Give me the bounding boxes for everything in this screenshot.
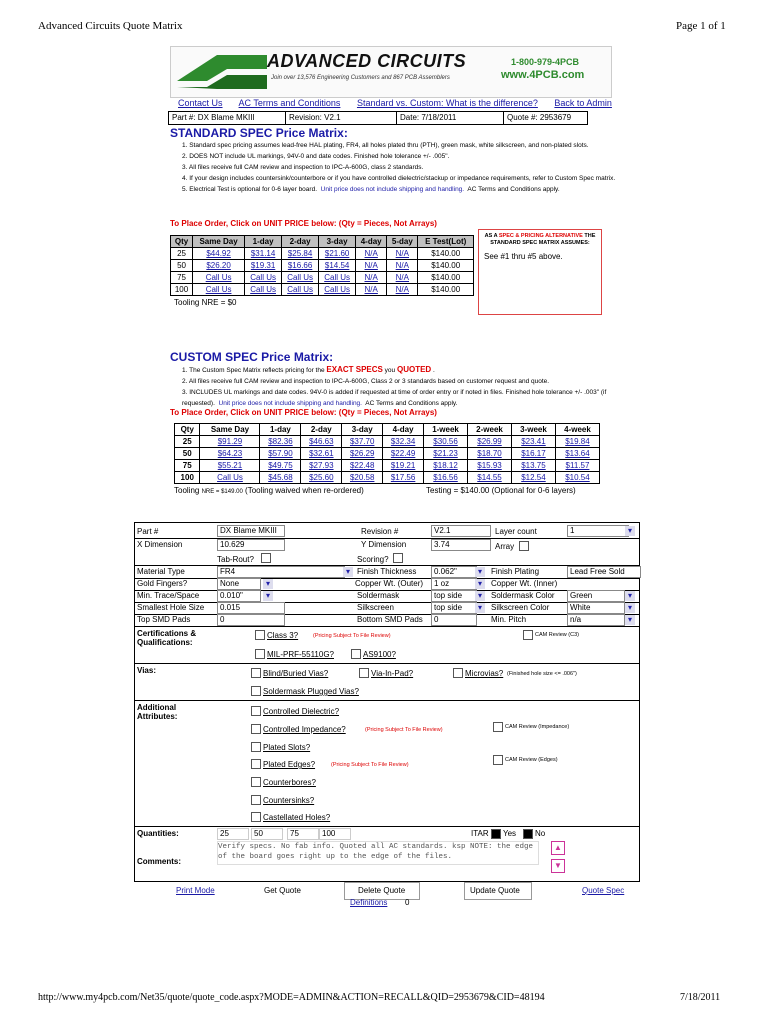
update-quote-button[interactable]: Update Quote (470, 886, 520, 895)
std-note-3: 3. All files receive full CAM review and inspection to IPC-A-600G, class 2 standards. (182, 164, 424, 171)
plated-edges-checkbox[interactable] (251, 759, 261, 769)
impedance-note: (Pricing Subject To File Review) (365, 727, 443, 733)
plated-edges-label[interactable]: Plated Edges? (263, 760, 316, 769)
blind-vias-checkbox[interactable] (251, 668, 261, 678)
standard-order-instructions: To Place Order, Click on UNIT PRICE below: (Qty = Pieces, Not Arrays) (170, 219, 437, 228)
chevron-down-icon[interactable]: ▾ (625, 603, 635, 613)
itar-yes-radio[interactable] (491, 829, 501, 839)
info-part: Part #: DX Blame MKIII (169, 112, 286, 124)
price-link[interactable]: N/A (387, 260, 418, 272)
brand-phone: 1-800-979-4PCB (511, 57, 580, 67)
std-note-5: 5. Electrical Test is optional for 0-6 layer board. (182, 186, 318, 193)
x-dimension-input[interactable]: 10.629 (217, 539, 285, 551)
x-dimension-label: X Dimension (137, 540, 183, 549)
price-link[interactable]: $19.31 (245, 260, 282, 272)
price-link[interactable]: $20.58 (342, 472, 383, 484)
cam-review-impedance-checkbox[interactable] (493, 722, 503, 732)
col-header: 4-day (383, 424, 424, 436)
soldermask-select[interactable]: top side (431, 590, 477, 602)
price-link[interactable]: $11.57 (555, 460, 599, 472)
standard-tooling: Tooling NRE = $0 (174, 298, 237, 307)
copper-outer-select[interactable]: 1 oz (431, 578, 477, 590)
brand-tagline: Join over 13,576 Engineering Customers and 867 PCB Assemblers (271, 75, 450, 81)
scroll-down-icon[interactable]: ▼ (551, 859, 565, 873)
price-link[interactable]: $23.41 (511, 436, 555, 448)
castellated-checkbox[interactable] (251, 812, 261, 822)
finish-plating-select[interactable]: Lead Free Sold (567, 566, 641, 578)
finish-thickness-select[interactable]: 0.062" (431, 566, 477, 578)
revision-label: Revision # (361, 527, 399, 536)
price-link[interactable]: N/A (387, 272, 418, 284)
contact-us-link[interactable]: Contact Us (178, 98, 223, 108)
footer-date: 7/18/2011 (680, 992, 721, 1003)
table-row (171, 260, 474, 272)
qty-cell: 100 (171, 284, 193, 296)
chevron-down-icon[interactable]: ▾ (343, 567, 353, 577)
info-date: Date: 7/18/2011 (397, 112, 504, 124)
price-link[interactable]: Call Us (282, 284, 319, 296)
col-header: 4-day (356, 236, 387, 248)
cam-review-edges-checkbox[interactable] (493, 755, 503, 765)
scoring-checkbox[interactable] (393, 553, 403, 563)
price-link[interactable]: $32.34 (383, 436, 424, 448)
silkscreen-color-select[interactable]: White (567, 602, 625, 614)
impedance-label[interactable]: Controlled Impedance? (263, 725, 346, 734)
price-link[interactable]: $16.56 (424, 472, 468, 484)
custom-note-exact-specs: EXACT SPECS (326, 365, 383, 374)
definitions-count: 0 (405, 898, 410, 907)
material-type-label: Material Type (137, 567, 185, 576)
custom-notes: 1. The Custom Spec Matrix reflects pricing for the EXACT SPECS you QUOTED . 2. All files receive full CAM review and inspection to IPC-A-600G, Class 2 or 3 standards based on customer request and quote. 3. INCLUDES UL markings and date codes. 94V-0 is added if requested at time of order entry or if noted in files. Finished hole tolerance +/- .003" (if requested). Unit price does not include shipping and handling. AC Terms and Conditions apply. (182, 364, 622, 409)
price-link[interactable]: Call Us (193, 272, 245, 284)
quantities-label: Quantities: (137, 829, 179, 838)
layer-count-label: Layer count (495, 527, 537, 536)
as9100-label[interactable]: AS9100? (363, 650, 396, 659)
y-dimension-input[interactable]: 3.74 (431, 539, 491, 551)
col-header: E Test(Lot) (418, 236, 474, 248)
price-link[interactable]: $27.93 (301, 460, 342, 472)
delete-quote-button[interactable]: Delete Quote (358, 886, 406, 895)
price-link[interactable]: $32.61 (301, 448, 342, 460)
col-header: Same Day (200, 424, 260, 436)
std-note-1: 1. Standard spec pricing assumes lead-free HAL plating, FR4, all holes plated thru (PTH), green mask, white silkscreen, and non-plated slots. (182, 142, 589, 149)
soldermask-color-label: Soldermask Color (491, 591, 555, 600)
col-header: 4-week (555, 424, 599, 436)
qty-cell: 100 (175, 472, 200, 484)
qty-cell: 75 (175, 460, 200, 472)
col-header: 5-day (387, 236, 418, 248)
spec-alternative-box (478, 229, 602, 315)
silkscreen-label: Silkscreen (357, 603, 394, 612)
price-link[interactable]: $57.90 (260, 448, 301, 460)
col-header: 2-day (301, 424, 342, 436)
cam-review-impedance-label: CAM Review (Impedance) (505, 724, 570, 730)
quote-info-row (168, 111, 588, 125)
col-header: 1-week (424, 424, 468, 436)
itar-no-radio[interactable] (523, 829, 533, 839)
price-link[interactable]: Call Us (319, 272, 356, 284)
custom-price-table (174, 423, 600, 484)
finish-thickness-label: Finish Thickness (357, 567, 417, 576)
price-link[interactable]: $21.23 (424, 448, 468, 460)
price-link[interactable]: $46.63 (301, 436, 342, 448)
etest-cell: $140.00 (418, 248, 474, 260)
gold-fingers-label: Gold Fingers? (137, 579, 188, 588)
table-header-row (175, 424, 600, 436)
banner (170, 46, 612, 98)
col-header: Qty (171, 236, 193, 248)
array-label: Array (495, 542, 515, 551)
vias-label: Vias: (137, 666, 156, 675)
footer-url: http://www.my4pcb.com/Net35/quote/quote_code.aspx?MODE=ADMIN&ACTION=RECALL&QID=2953679&CID=48194 (38, 992, 545, 1003)
std-shipping-note: Unit price does not include shipping and handling. (320, 186, 465, 193)
min-trace-space-label: Min. Trace/Space (137, 591, 200, 600)
custom-shipping-note: Unit price does not include shipping and handling. (218, 400, 362, 407)
as9100-checkbox[interactable] (351, 649, 361, 659)
ac-logo-icon (177, 51, 267, 93)
col-header: 3-day (342, 424, 383, 436)
custom-note-quoted: QUOTED (396, 365, 432, 374)
smallest-hole-input[interactable]: 0.015 (217, 602, 285, 614)
col-header: 2-week (468, 424, 512, 436)
brand-web: www.4PCB.com (501, 69, 585, 81)
standard-price-table (170, 235, 474, 296)
price-link[interactable]: $82.36 (260, 436, 301, 448)
page-header-title: Advanced Circuits Quote Matrix (38, 20, 183, 32)
custom-terms-note: AC Terms and Conditions apply. (365, 400, 458, 407)
price-link[interactable]: $44.92 (193, 248, 245, 260)
impedance-checkbox[interactable] (251, 724, 261, 734)
copper-outer-label: Copper Wt. (Outer) (355, 579, 424, 588)
part-input[interactable]: DX Blame MKIII (217, 525, 285, 537)
plated-slots-checkbox[interactable] (251, 742, 261, 752)
price-link[interactable]: $16.17 (511, 448, 555, 460)
quote-spec-form (134, 522, 640, 882)
brand-name: ADVANCED CIRCUITS (267, 51, 467, 71)
price-link[interactable]: $26.99 (468, 436, 512, 448)
castellated-label[interactable]: Castellated Holes? (263, 813, 331, 822)
quantity-input-4[interactable]: 100 (319, 828, 351, 840)
price-link[interactable]: N/A (356, 260, 387, 272)
min-pitch-select[interactable]: n/a (567, 614, 625, 626)
price-link[interactable]: N/A (387, 248, 418, 260)
itar-label: ITAR (471, 829, 489, 838)
chevron-down-icon[interactable]: ▾ (475, 603, 485, 613)
custom-nre: NRE = $149.00 (201, 489, 243, 495)
price-link[interactable]: Call Us (245, 284, 282, 296)
cam-review-c3-label: CAM Review (C3) (535, 632, 580, 638)
price-link[interactable]: $13.64 (555, 448, 599, 460)
alt-body: See #1 thru #5 above. (484, 252, 563, 261)
microvias-note: (Finished hole size <= .006") (507, 671, 577, 677)
soldermask-color-select[interactable]: Green (567, 590, 625, 602)
part-label: Part # (137, 527, 159, 536)
itar-no-label: No (535, 829, 546, 838)
array-checkbox[interactable] (519, 541, 529, 551)
price-link[interactable]: $25.84 (282, 248, 319, 260)
col-header: 3-week (511, 424, 555, 436)
price-link[interactable]: N/A (387, 284, 418, 296)
additional-attributes-label: Additional Attributes: (137, 703, 178, 721)
definitions-link[interactable]: Definitions (350, 898, 388, 907)
qty-cell: 25 (175, 436, 200, 448)
col-header: 1-day (245, 236, 282, 248)
price-link[interactable]: N/A (356, 272, 387, 284)
col-header: Same Day (193, 236, 245, 248)
material-type-select[interactable]: FR4 (217, 566, 345, 578)
chevron-down-icon[interactable]: ▾ (625, 526, 635, 536)
top-smd-input[interactable]: 0 (217, 614, 285, 626)
quote-spec-link[interactable]: Quote Spec (582, 886, 625, 895)
price-link[interactable]: $37.70 (342, 436, 383, 448)
custom-note-you: you (384, 367, 396, 374)
class3-label[interactable]: Class 3? (267, 631, 299, 640)
back-to-admin-link[interactable]: Back to Admin (554, 98, 612, 108)
etest-cell: $140.00 (418, 260, 474, 272)
chevron-down-icon[interactable]: ▾ (475, 591, 485, 601)
chevron-down-icon[interactable]: ▾ (475, 567, 485, 577)
min-pitch-label: Min. Pitch (491, 615, 527, 624)
cam-review-edges-label: CAM Review (Edges) (505, 757, 558, 763)
bottom-smd-label: Bottom SMD Pads (357, 615, 423, 624)
alt-title-c: THE STANDARD SPEC MATRIX ASSUMES: (490, 233, 596, 246)
bottom-smd-input[interactable]: 0 (431, 614, 477, 626)
etest-cell: $140.00 (418, 284, 474, 296)
price-link[interactable]: $26.20 (193, 260, 245, 272)
comments-label: Comments: (137, 857, 182, 866)
info-revision: Revision: V2.1 (286, 112, 397, 124)
table-row (171, 272, 474, 284)
page-number: Page 1 of 1 (676, 20, 726, 32)
layer-count-select[interactable]: 1 (567, 525, 629, 537)
price-link[interactable]: $12.54 (511, 472, 555, 484)
copper-inner-label: Copper Wt. (Inner) (491, 579, 558, 588)
custom-note-2: 2. All files receive full CAM review and inspection to IPC-A-600G, Class 2 or 3 standards based on customer request and quote. (182, 378, 550, 385)
silkscreen-color-label: Silkscreen Color (491, 603, 550, 612)
price-link[interactable]: $25.60 (301, 472, 342, 484)
quantity-input-2[interactable]: 50 (251, 828, 283, 840)
table-row (175, 448, 600, 460)
std-note-2: 2. DOES NOT include UL markings, 94V-0 and date codes. Finished hole tolerance +/- .005". (182, 153, 450, 160)
scroll-up-icon[interactable]: ▲ (551, 841, 565, 855)
custom-order-instructions: To Place Order, Click on UNIT PRICE below: (Qty = Pieces, Not Arrays) (170, 408, 437, 417)
custom-tooling-row (174, 486, 576, 495)
std-note-4: 4. If your design includes countersink/counterbore or if you have controlled dielectric/stackup or impedance requirements, refer to Custom Spec matrix. (182, 175, 616, 182)
table-row (175, 436, 600, 448)
min-trace-space-select[interactable]: 0.010" (217, 590, 261, 602)
price-link[interactable]: $18.70 (468, 448, 512, 460)
col-header: 1-day (260, 424, 301, 436)
cam-review-c3-checkbox[interactable] (523, 630, 533, 640)
price-link[interactable]: N/A (356, 284, 387, 296)
price-link[interactable]: $15.93 (468, 460, 512, 472)
price-link[interactable]: $22.48 (342, 460, 383, 472)
chevron-down-icon[interactable]: ▾ (625, 615, 635, 625)
table-row (171, 248, 474, 260)
price-link[interactable]: $10.54 (555, 472, 599, 484)
via-in-pad-checkbox[interactable] (359, 668, 369, 678)
price-link[interactable]: Call Us (200, 472, 260, 484)
price-link[interactable]: $26.29 (342, 448, 383, 460)
price-link[interactable]: $18.12 (424, 460, 468, 472)
itar-yes-label: Yes (503, 829, 517, 838)
class3-note: (Pricing Subject To File Review) (313, 633, 391, 639)
scoring-label: Scoring? (357, 555, 389, 564)
silkscreen-select[interactable]: top side (431, 602, 477, 614)
quantity-input-1[interactable]: 25 (217, 828, 249, 840)
custom-testing: Testing = $140.00 (426, 486, 490, 495)
finish-plating-label: Finish Plating (491, 567, 540, 576)
price-link[interactable]: $19.21 (383, 460, 424, 472)
plated-edges-note: (Pricing Subject To File Review) (331, 762, 409, 768)
custom-title: CUSTOM SPEC Price Matrix: (170, 350, 334, 364)
microvias-label[interactable]: Microvias? (465, 669, 504, 678)
price-link[interactable]: Call Us (245, 272, 282, 284)
price-link[interactable]: $13.75 (511, 460, 555, 472)
alt-title-b: SPEC & PRICING ALTERNATIVE (498, 233, 583, 239)
std-terms-note: AC Terms and Conditions apply. (467, 186, 560, 193)
price-link[interactable]: $21.60 (319, 248, 356, 260)
etest-cell: $140.00 (418, 272, 474, 284)
col-header: 3-day (319, 236, 356, 248)
milprf-label[interactable]: MIL-PRF-55110G? (267, 650, 334, 659)
custom-note-3: 3. INCLUDES UL markings and date codes. 94V-0 is added if requested at time of order entry or if noted in files. Finished hole tolerance +/- .003" (if requested). (182, 389, 607, 407)
qty-cell: 50 (175, 448, 200, 460)
class3-checkbox[interactable] (255, 630, 265, 640)
counterbores-checkbox[interactable] (251, 777, 261, 787)
price-link[interactable]: $91.29 (200, 436, 260, 448)
price-link[interactable]: $19.84 (555, 436, 599, 448)
qty-cell: 25 (171, 248, 193, 260)
price-link[interactable]: $14.54 (319, 260, 356, 272)
qty-cell: 50 (171, 260, 193, 272)
price-link[interactable]: $22.49 (383, 448, 424, 460)
microvias-checkbox[interactable] (453, 668, 463, 678)
quantity-input-3[interactable]: 75 (287, 828, 319, 840)
smallest-hole-label: Smallest Hole Size (137, 603, 205, 612)
top-smd-label: Top SMD Pads (137, 615, 191, 624)
chevron-down-icon[interactable]: ▾ (263, 579, 273, 589)
terms-link[interactable]: AC Terms and Conditions (238, 98, 341, 108)
via-in-pad-label[interactable]: Via-In-Pad? (371, 669, 414, 678)
price-link[interactable]: Call Us (193, 284, 245, 296)
soldermask-label: Soldermask (357, 591, 400, 600)
plated-slots-label[interactable]: Plated Slots? (263, 743, 311, 752)
dielectric-label[interactable]: Controlled Dielectric? (263, 707, 340, 716)
table-row (175, 460, 600, 472)
price-link[interactable]: $30.56 (424, 436, 468, 448)
custom-optional: (Optional for 0-6 layers) (491, 486, 576, 495)
price-link[interactable]: $45.68 (260, 472, 301, 484)
table-row (171, 284, 474, 296)
price-link[interactable]: N/A (356, 248, 387, 260)
price-link[interactable]: $49.75 (260, 460, 301, 472)
col-header: 2-day (282, 236, 319, 248)
nav-links (178, 98, 626, 108)
chevron-down-icon[interactable]: ▾ (475, 579, 485, 589)
custom-waived: (Tooling waived when re-ordered) (245, 486, 364, 495)
custom-note-1: 1. The Custom Spec Matrix reflects pricing for the (182, 367, 325, 374)
price-link[interactable]: $17.56 (383, 472, 424, 484)
price-link[interactable]: $64.23 (200, 448, 260, 460)
gold-fingers-select[interactable]: None (217, 578, 261, 590)
countersinks-label[interactable]: Countersinks? (263, 796, 315, 805)
standard-notes (182, 140, 622, 195)
info-quote: Quote #: 2953679 (507, 113, 572, 122)
y-dimension-label: Y Dimension (361, 540, 407, 549)
qty-cell: 75 (171, 272, 193, 284)
custom-tooling-label: Tooling (174, 486, 200, 495)
alt-title-a: AS A (484, 233, 498, 239)
chevron-down-icon[interactable]: ▾ (263, 591, 273, 601)
tab-rout-label: Tab-Rout? (217, 555, 254, 564)
standard-vs-custom-link[interactable]: Standard vs. Custom: What is the difference? (356, 98, 538, 108)
price-link[interactable]: $55.21 (200, 460, 260, 472)
milprf-checkbox[interactable] (255, 649, 265, 659)
revision-input[interactable]: V2.1 (431, 525, 491, 537)
price-link[interactable]: Call Us (319, 284, 356, 296)
table-row (175, 472, 600, 484)
plugged-vias-checkbox[interactable] (251, 686, 261, 696)
price-link[interactable]: Call Us (282, 272, 319, 284)
counterbores-label[interactable]: Counterbores? (263, 778, 316, 787)
standard-title: STANDARD SPEC Price Matrix: (170, 126, 348, 140)
tab-rout-checkbox[interactable] (261, 553, 271, 563)
dielectric-checkbox[interactable] (251, 706, 261, 716)
price-link[interactable]: $16.66 (282, 260, 319, 272)
get-quote-button[interactable]: Get Quote (264, 886, 301, 895)
price-link[interactable]: $31.14 (245, 248, 282, 260)
price-link[interactable]: $14.55 (468, 472, 512, 484)
print-mode-link[interactable]: Print Mode (176, 886, 215, 895)
blind-vias-label[interactable]: Blind/Buried Vias? (263, 669, 329, 678)
col-header: Qty (175, 424, 200, 436)
plugged-vias-label[interactable]: Soldermask Plugged Vias? (263, 687, 359, 696)
countersinks-checkbox[interactable] (251, 795, 261, 805)
comments-textarea[interactable]: Verify specs. No fab info. Quoted all AC standards. ksp NOTE: the edge of the board goes right up to the edge of the files. (217, 841, 539, 865)
chevron-down-icon[interactable]: ▾ (625, 591, 635, 601)
certifications-label: Certifications & Qualifications: (137, 629, 197, 647)
table-header-row (171, 236, 474, 248)
